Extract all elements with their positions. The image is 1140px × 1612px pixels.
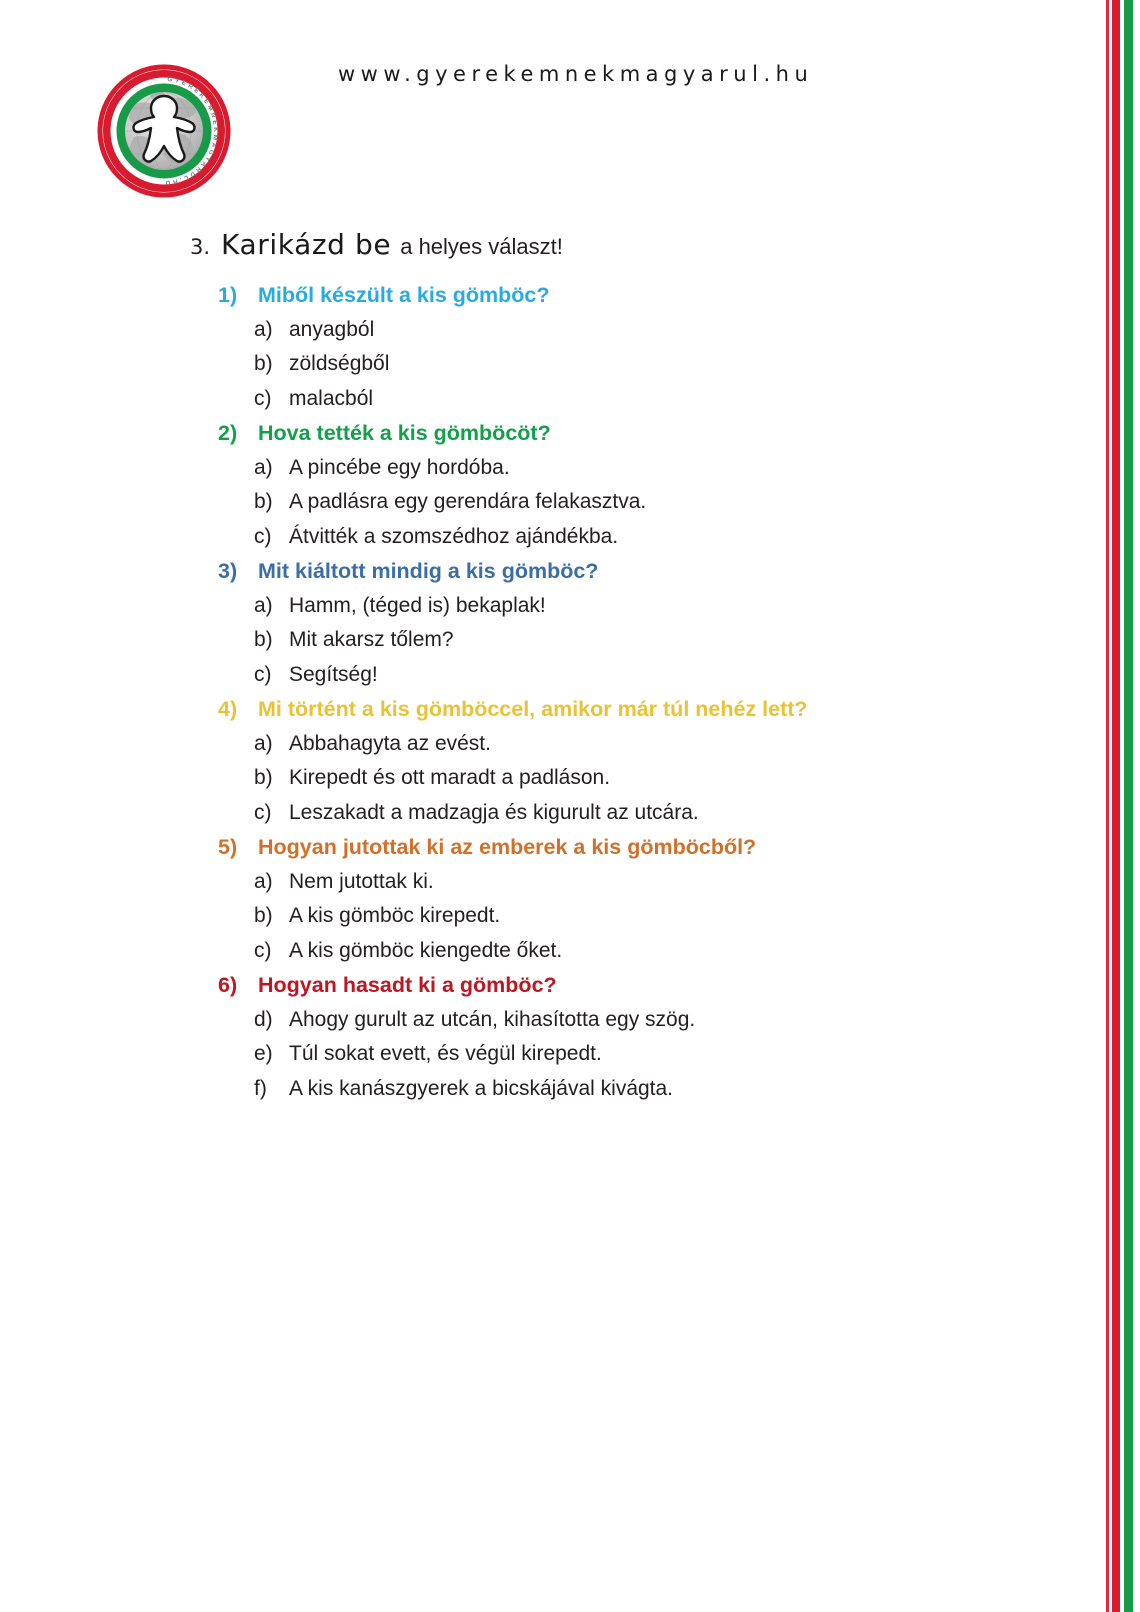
- answer-letter: a): [254, 869, 273, 893]
- answer-text: Átvitték a szomszédhoz ajándékba.: [289, 524, 619, 548]
- answer-letter: a): [254, 455, 273, 479]
- answer-option[interactable]: [218, 382, 1038, 417]
- answer-letter: b): [254, 352, 273, 375]
- answer-text: A padlásra egy gerendára felakasztva.: [289, 490, 647, 513]
- answer-text: zöldségből: [289, 352, 390, 375]
- flag-stripe-white: [1120, 0, 1124, 1612]
- answer-text: Túl sokat evett, és végül kirepedt.: [289, 1042, 602, 1065]
- answer-option[interactable]: [218, 658, 1038, 693]
- answer-option[interactable]: [218, 865, 1038, 900]
- answer-option[interactable]: [218, 1037, 1038, 1072]
- question-number: 1): [218, 283, 238, 307]
- answer-letter: c): [254, 800, 272, 824]
- question-line: [218, 416, 1038, 451]
- answer-option[interactable]: [218, 451, 1038, 486]
- answer-letter: c): [254, 524, 272, 548]
- question-text: Hogyan hasadt ki a gömböc?: [258, 973, 557, 997]
- answer-letter: e): [254, 1042, 273, 1065]
- answer-option[interactable]: [218, 520, 1038, 555]
- question-line: [218, 278, 1038, 313]
- question-line: [218, 692, 1038, 727]
- question-number: 6): [218, 973, 238, 997]
- answer-option[interactable]: [218, 347, 1038, 382]
- answer-text: Leszakadt a madzagja és kigurult az utcára.: [289, 800, 699, 824]
- answer-option[interactable]: [218, 796, 1038, 831]
- answer-option[interactable]: [218, 727, 1038, 762]
- answer-option[interactable]: [218, 899, 1038, 934]
- answer-text: A kis gömböc kiengedte őket.: [289, 938, 563, 962]
- answer-option[interactable]: [218, 1003, 1038, 1038]
- flag-stripe-red: [1112, 0, 1120, 1612]
- answer-letter: c): [254, 386, 272, 410]
- flag-stripe-thin-red: [1106, 0, 1109, 1612]
- answer-text: Hamm, (téged is) bekaplak!: [289, 593, 546, 617]
- question-line: [218, 968, 1038, 1003]
- answer-option[interactable]: [218, 1072, 1038, 1107]
- question-block: [218, 278, 1038, 416]
- answer-text: Mit akarsz tőlem?: [289, 628, 454, 651]
- answer-text: Kirepedt és ott maradt a padláson.: [289, 766, 611, 789]
- answer-text: Ahogy gurult az utcán, kihasította egy szög.: [289, 1007, 696, 1031]
- task-number: 3.: [190, 235, 211, 259]
- answer-letter: c): [254, 938, 272, 962]
- site-url: www.gyerekemnekmagyarul.hu: [338, 62, 814, 86]
- answer-text: Segítség!: [289, 662, 378, 686]
- answer-text: A pincébe egy hordóba.: [289, 455, 510, 479]
- flag-stripe-green: [1124, 0, 1133, 1612]
- flag-stripe-margin: [1133, 0, 1140, 1612]
- logo-ring-text: GYEREKEMNEKMAGYARUL.HU: [162, 75, 220, 187]
- answer-letter: b): [254, 766, 273, 789]
- question-text: Hogyan jutottak ki az emberek a kis gömböcből?: [258, 835, 757, 859]
- answer-letter: f): [254, 1076, 267, 1100]
- answer-option[interactable]: [218, 623, 1038, 658]
- question-block: [218, 692, 1038, 830]
- answer-letter: a): [254, 731, 273, 755]
- question-block: [218, 416, 1038, 554]
- question-text: Hova tették a kis gömböcöt?: [258, 421, 551, 445]
- answer-letter: b): [254, 490, 273, 513]
- question-line: [218, 830, 1038, 865]
- answer-option[interactable]: [218, 761, 1038, 796]
- answer-text: malacból: [289, 386, 374, 410]
- question-block: [218, 968, 1038, 1106]
- question-text: Miből készült a kis gömböc?: [258, 283, 550, 307]
- task-heading: [190, 228, 563, 261]
- answer-option[interactable]: [218, 313, 1038, 348]
- answer-text: anyagból: [289, 317, 375, 341]
- question-line: [218, 554, 1038, 589]
- answer-letter: a): [254, 593, 273, 617]
- question-block: [218, 830, 1038, 968]
- answer-option[interactable]: [218, 934, 1038, 969]
- question-text: Mi történt a kis gömböccel, amikor már túl nehéz lett?: [258, 697, 808, 721]
- answer-text: A kis gömböc kirepedt.: [289, 904, 501, 927]
- answer-text: A kis kanászgyerek a bicskájával kivágta.: [289, 1076, 674, 1100]
- question-number: 4): [218, 697, 238, 721]
- question-number: 5): [218, 835, 238, 859]
- task-instruction-rest: a helyes választ!: [400, 234, 563, 259]
- question-number: 3): [218, 559, 238, 583]
- questions-list: [218, 278, 1038, 1106]
- answer-option[interactable]: [218, 589, 1038, 624]
- answer-letter: b): [254, 904, 273, 927]
- answer-text: Nem jutottak ki.: [289, 869, 434, 893]
- answer-letter: c): [254, 662, 272, 686]
- answer-text: Abbahagyta az evést.: [289, 731, 491, 755]
- answer-letter: b): [254, 628, 273, 651]
- answer-option[interactable]: [218, 485, 1038, 520]
- task-instruction-handwritten: Karikázd be: [221, 228, 392, 261]
- question-number: 2): [218, 421, 238, 445]
- site-logo: [96, 63, 232, 199]
- answer-letter: d): [254, 1007, 273, 1031]
- answer-letter: a): [254, 317, 273, 341]
- question-text: Mit kiáltott mindig a kis gömböc?: [258, 559, 599, 583]
- question-block: [218, 554, 1038, 692]
- page-header: [0, 0, 1060, 215]
- hungarian-flag-stripes: [1098, 0, 1140, 1612]
